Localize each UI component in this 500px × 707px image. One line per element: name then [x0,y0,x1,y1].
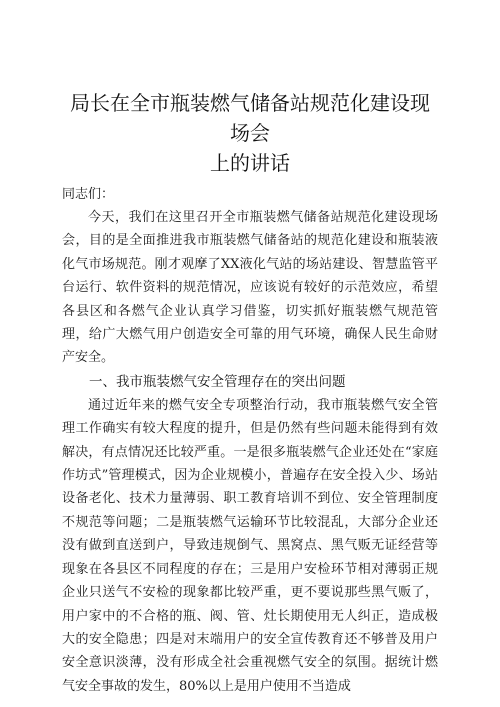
salutation: 同志们： [62,187,115,202]
title-line-2: 上的讲话 [210,151,290,175]
document-title [62,88,438,178]
paragraph-problems: 通过近年来的燃气安全专项整治行动，我市瓶装燃气安全管理工作确实有较大程度的提升，但是仍然有些问题未能得到有效解决，有点情况还比较严重。一是很多瓶装燃气企业还处在“家庭作坊式”管理模式，因为企业规模小，普遍存在安全投入少、场站设备老化、技术力量薄弱、职工教育培训不到位、安全管理制度不规范等问题；二是瓶装燃气运输环节比较混乱，大部分企业还没有做到直送到户，导致违规倒气、黑窝点、黑气贩无证经营等现象在各县区不同程度的存在；三是用户安检环节相对薄弱正规企业只送气不安检的现象都比较严重，更不要说那些黑气贩了，用户家中的不合格的瓶、阀、管、灶长期使用无人纠正，造成极大的安全隐患；四是对末端用户的安全宣传教育还不够普及用户安全意识淡薄，没有形成全社会重视燃气安全的氛围。据统计燃气安全事故的发生，80%以上是用户使用不当造成 [62,397,438,694]
section-heading-1: 一、我市瓶装燃气安全管理存在的突出问题 [89,373,346,390]
paragraph-intro: 今天，我们在这里召开全市瓶装燃气储备站规范化建设现场会，目的是全面推进我市瓶装燃气储备站的规范化建设和瓶装液化气市场规范。刚才观摩了XX液化气站的场站建设、智慧监管平台运行、软件资料的规范情况，应该说有较好的示范效应，希望各县区和各燃气企业认真学习借鉴，切实抓好瓶装燃气规范管理，给广大燃气用户创造安全可靠的用气环境，确保人民生命财产安全。 [62,210,438,366]
title-line-1: 局长在全市瓶装燃气储备站规范化建设现场会 [70,91,430,145]
